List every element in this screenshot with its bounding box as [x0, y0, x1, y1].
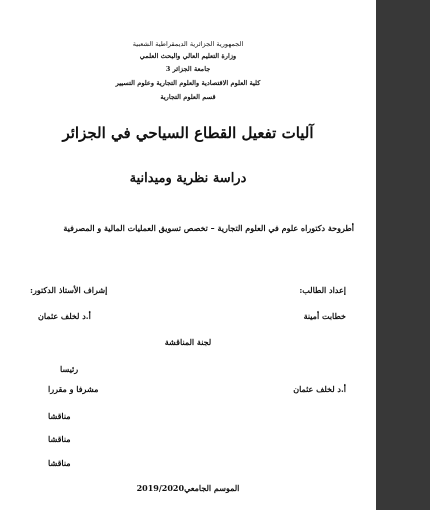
committee-title: لجنة المناقشة: [164, 337, 212, 347]
committee-role: مناقشا: [48, 458, 71, 468]
thesis-subtitle: دراسة نظرية وميدانية: [129, 171, 247, 186]
committee-role: رئيسا: [60, 364, 79, 374]
header-republic: الجمهورية الجزائرية الديمقراطية الشعبية: [132, 40, 244, 48]
header-department: قسم العلوم التجارية: [160, 93, 216, 101]
committee-role: مشرفا و مقررا: [48, 384, 99, 394]
supervisor-name: أ.د لخلف عثمان: [38, 311, 91, 321]
supervisor-label: إشراف الأستاذ الدكتور:: [30, 285, 108, 295]
header-faculty: كلية العلوم الاقتصادية والعلوم التجارية وعلوم التسيير: [115, 79, 261, 87]
thesis-note: أطروحة دكتوراه علوم في العلوم التجارية – تخصص تسويق العمليات المالية و المصرفية: [63, 223, 354, 233]
academic-year: الموسم الجامعي2019/2020: [136, 483, 240, 493]
committee-member-name: أ.د لخلف عثمان: [293, 384, 346, 394]
committee-role: مناقشا: [48, 411, 71, 421]
header-ministry: وزارة التعليم العالي والبحث العلمي: [139, 52, 237, 60]
header-university: جامعة الجزائر 3: [165, 65, 211, 73]
prepared-by-label: إعداد الطالب:: [299, 285, 346, 295]
student-name: خطابت أمينة: [303, 311, 346, 321]
viewer-side-panel: [376, 0, 430, 510]
thesis-title: آليات تفعيل القطاع السياحي في الجزائر: [62, 124, 314, 142]
committee-role: مناقشا: [48, 434, 71, 444]
